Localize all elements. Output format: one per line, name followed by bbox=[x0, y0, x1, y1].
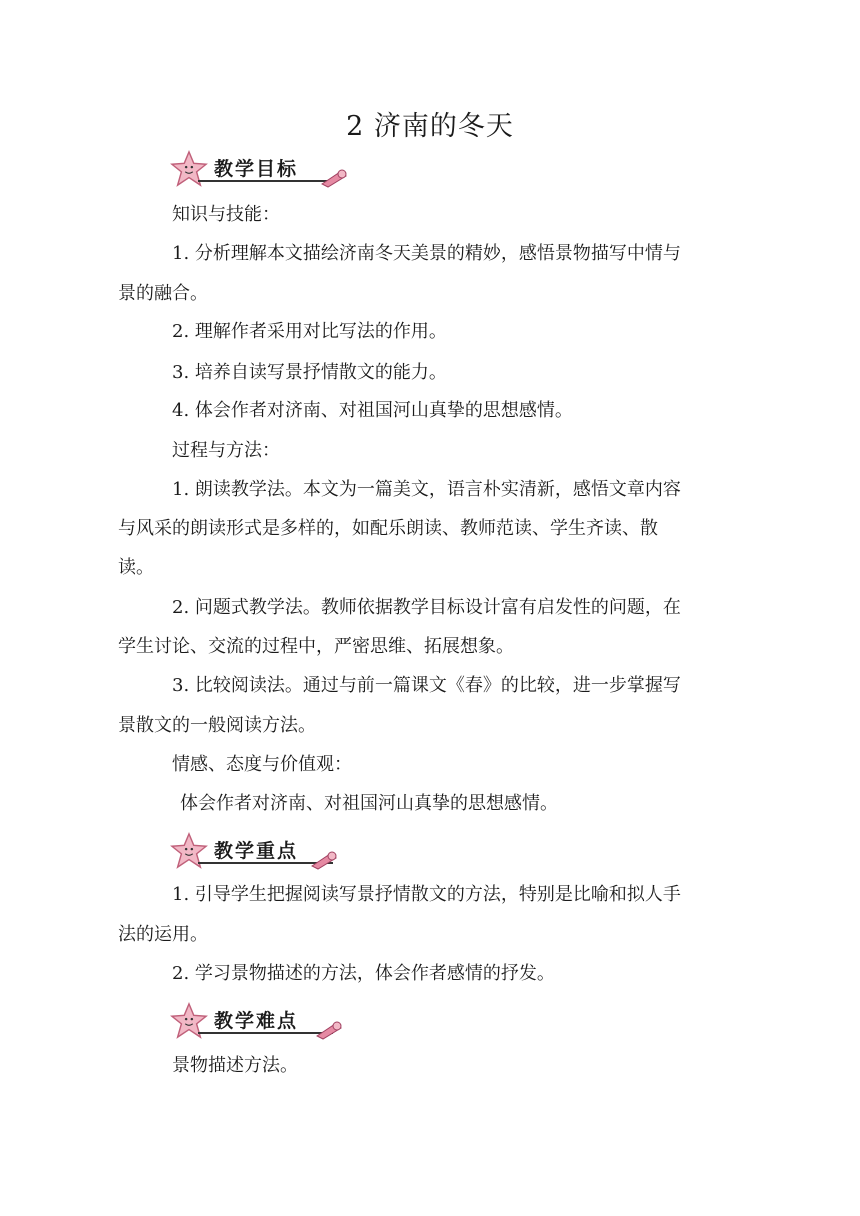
emotion-text: 体会作者对济南、对祖国河山真挚的思想感情。 bbox=[180, 793, 558, 814]
subheading-emotion: 情感、态度与价值观： bbox=[172, 754, 352, 775]
subheading-process: 过程与方法： bbox=[172, 440, 280, 461]
list-item: 1. 朗读教学法。本文为一篇美文，语言朴实清新，感悟文章内容 bbox=[172, 479, 681, 500]
section-heading-goals: 教学目标 bbox=[214, 158, 299, 180]
section-header-key-points bbox=[170, 832, 350, 872]
section-heading-difficulties: 教学难点 bbox=[214, 1010, 299, 1032]
list-item: 1. 引导学生把握阅读写景抒情散文的方法，特别是比喻和拟人手 bbox=[172, 884, 681, 905]
heading-underline bbox=[198, 1032, 333, 1034]
list-item: 3. 比较阅读法。通过与前一篇课文《春》的比较，进一步掌握写 bbox=[172, 675, 681, 696]
star-mascot-icon bbox=[170, 150, 208, 188]
section-header-difficulties bbox=[170, 1002, 350, 1042]
section-header-goals bbox=[170, 150, 350, 190]
list-item: 3. 培养自读写景抒情散文的能力。 bbox=[172, 362, 447, 383]
list-item: 学生讨论、交流的过程中，严密思维、拓展想象。 bbox=[118, 636, 514, 657]
list-item: 4. 体会作者对济南、对祖国河山真挚的思想感情。 bbox=[172, 400, 573, 421]
pen-hand-icon bbox=[320, 166, 350, 188]
list-item: 读。 bbox=[118, 557, 154, 578]
list-item: 景的融合。 bbox=[118, 283, 208, 304]
subheading-knowledge: 知识与技能： bbox=[172, 204, 280, 225]
list-item: 2. 理解作者采用对比写法的作用。 bbox=[172, 321, 447, 342]
list-item: 1. 分析理解本文描绘济南冬天美景的精妙，感悟景物描写中情与 bbox=[172, 243, 681, 264]
list-item: 2. 学习景物描述的方法，体会作者感情的抒发。 bbox=[172, 963, 555, 984]
list-item: 景散文的一般阅读方法。 bbox=[118, 715, 316, 736]
page-title: 2 济南的冬天 bbox=[346, 111, 514, 142]
section-heading-key-points: 教学重点 bbox=[214, 840, 299, 862]
list-item: 2. 问题式教学法。教师依据教学目标设计富有启发性的问题，在 bbox=[172, 597, 681, 618]
star-mascot-icon bbox=[170, 1002, 208, 1040]
heading-underline bbox=[198, 180, 328, 182]
list-item: 与风采的朗读形式是多样的，如配乐朗读、教师范读、学生齐读、散 bbox=[118, 518, 658, 539]
pen-hand-icon bbox=[310, 848, 340, 870]
difficulties-text: 景物描述方法。 bbox=[172, 1055, 298, 1076]
pen-hand-icon bbox=[315, 1018, 345, 1040]
list-item: 法的运用。 bbox=[118, 924, 208, 945]
star-mascot-icon bbox=[170, 832, 208, 870]
